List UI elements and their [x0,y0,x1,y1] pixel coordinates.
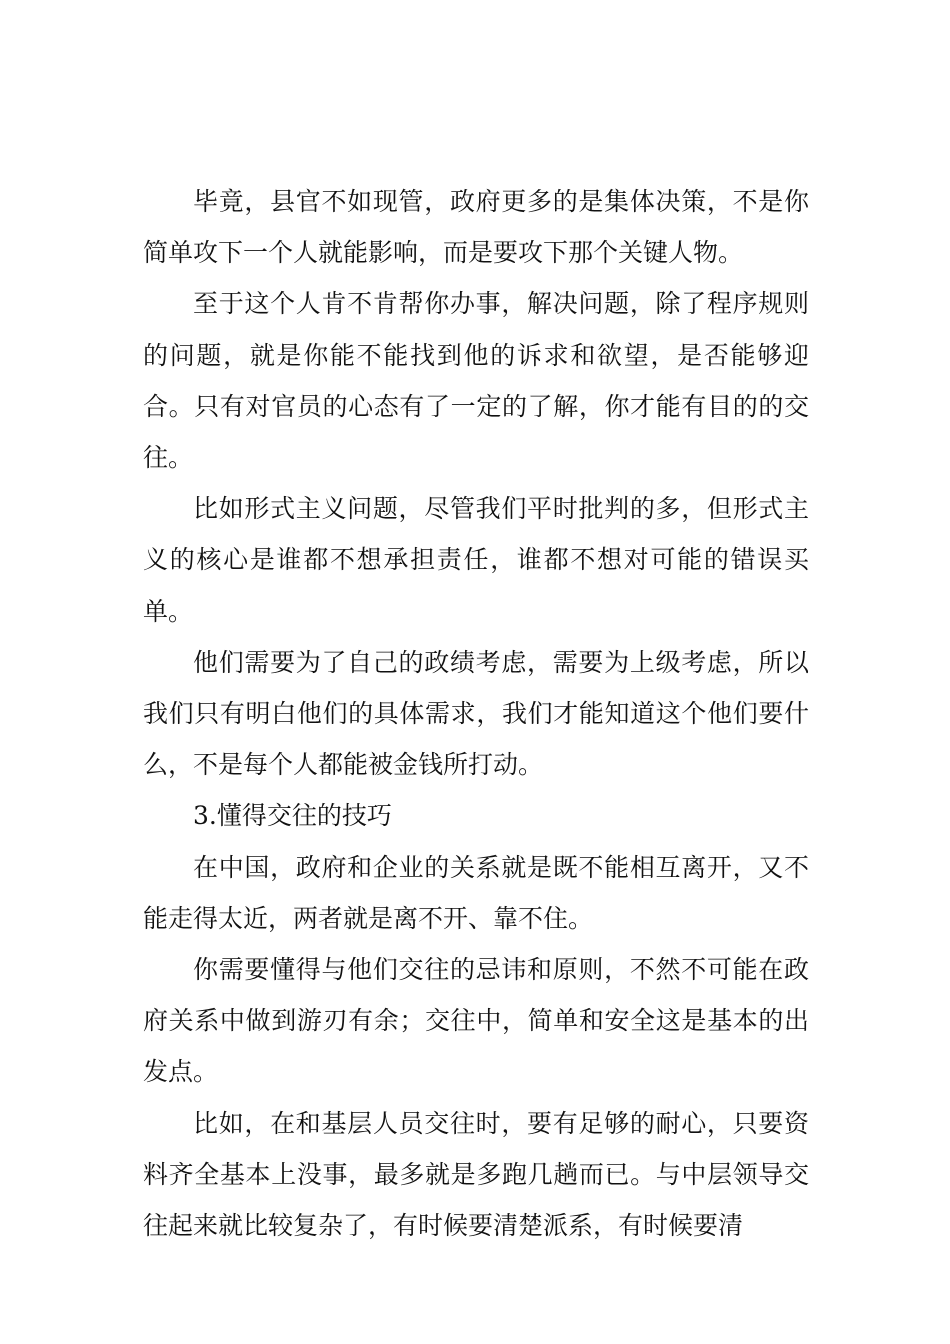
paragraph: 你需要懂得与他们交往的忌讳和原则，不然不可能在政府关系中做到游刃有余；交往中，简单和安全这是基本的出发点。 [143,955,809,1087]
paragraph: 比如，在和基层人员交往时，要有足够的耐心，只要资料齐全基本上没事，最多就是多跑几趟而已。与中层领导交往起来就比较复杂了，有时候要清楚派系，有时候要清 [143,1108,809,1241]
section-heading: 3.懂得交往的技巧 [193,801,392,831]
paragraph: 至于这个人肯不肯帮你办事，解决问题，除了程序规则的问题，就是你能不能找到他的诉求和欲望，是否能够迎合。只有对官员的心态有了一定的了解，你才能有目的的交往。 [143,289,809,473]
paragraph: 他们需要为了自己的政绩考虑，需要为上级考虑，所以我们只有明白他们的具体需求，我们才能知道这个他们要什么，不是每个人都能被金钱所打动。 [143,647,809,780]
paragraph: 毕竟，县官不如现管，政府更多的是集体决策，不是你简单攻下一个人就能影响，而是要攻下那个关键人物。 [143,187,809,268]
paragraph: 在中国，政府和企业的关系就是既不能相互离开，又不能走得太近，两者就是离不开、靠不住。 [143,852,809,933]
paragraph: 比如形式主义问题，尽管我们平时批判的多，但形式主义的核心是谁都不想承担责任，谁都不想对可能的错误买单。 [143,494,809,626]
document-body [143,176,809,1251]
